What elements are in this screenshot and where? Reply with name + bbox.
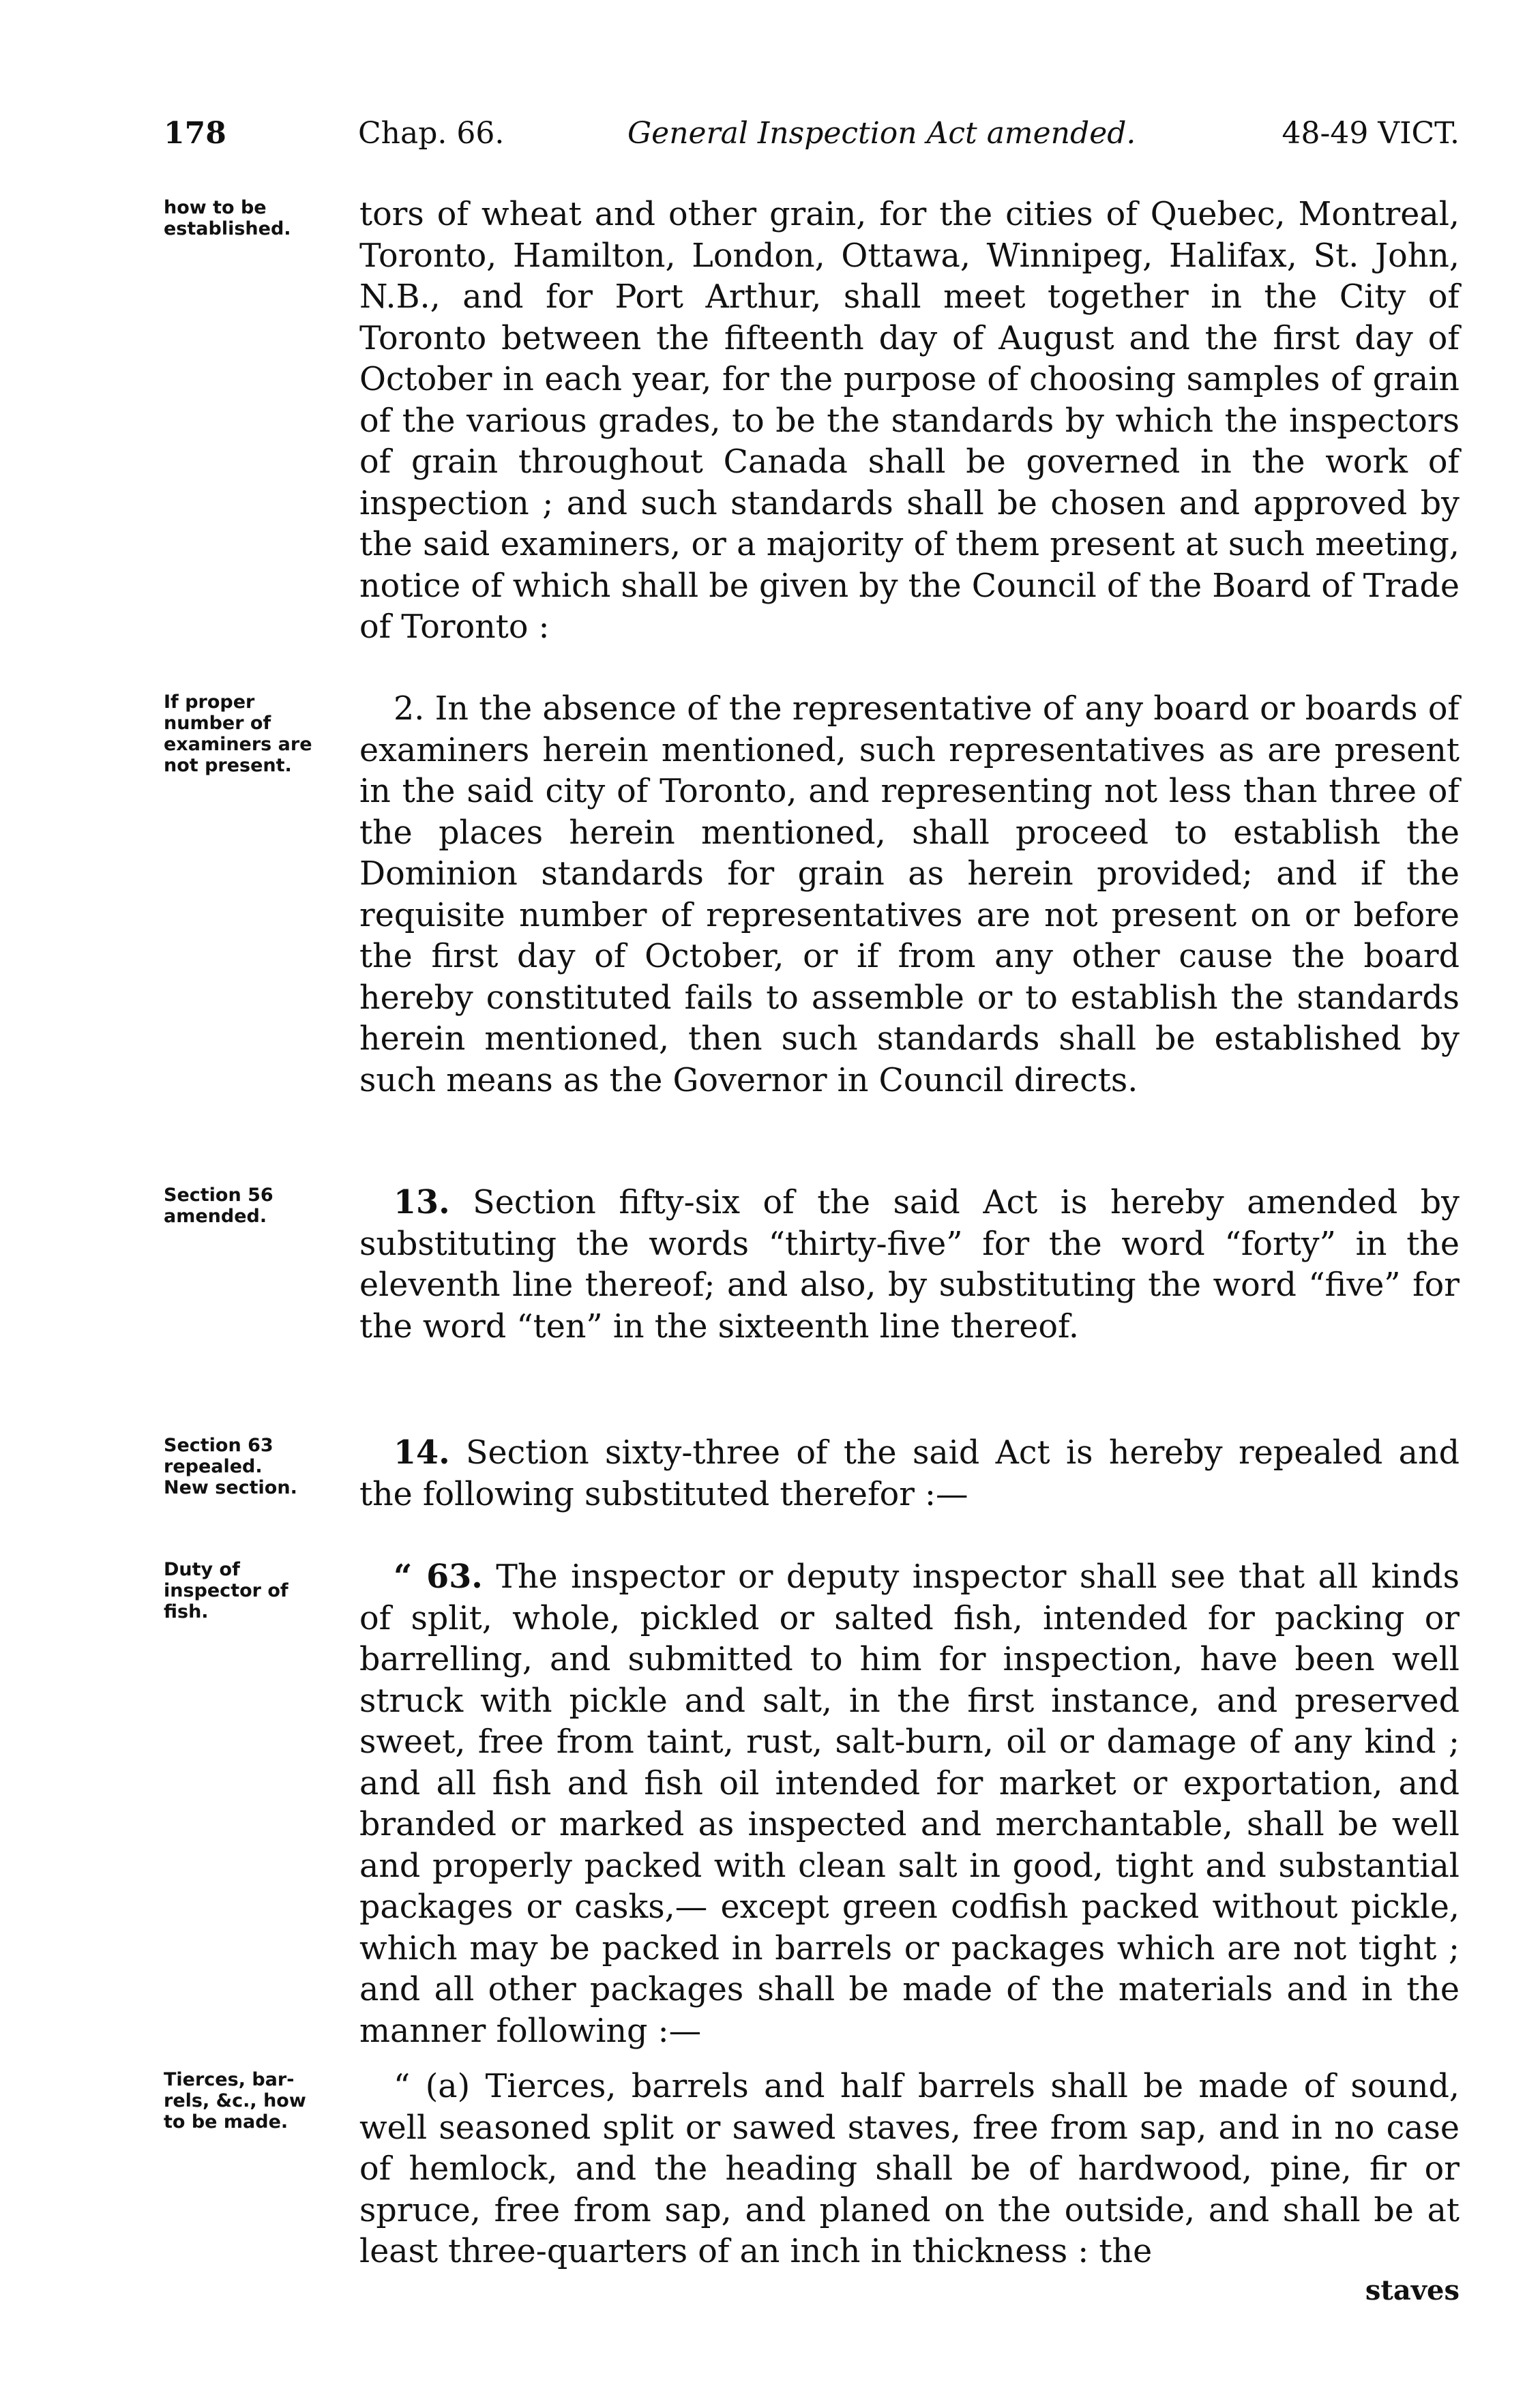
section-number: 13. xyxy=(394,1183,450,1221)
paragraph: 2. In the absence of the representative of any board or boards of examiners herein mentioned, such representatives as are present in the said city of Toronto, and representing not less than three of the places herein mentioned, shall proceed to establish the Dominion standards for grain as herein provided; and if the requisite number of representatives are not present on or before the first day of October, or if from any other cause the board hereby constituted fails to assemble or to establish the standards herein mentioned, then such standards shall be established by such means as the Governor in Council directs. xyxy=(359,690,1460,1099)
catchword: staves xyxy=(1365,2274,1460,2306)
paragraph: “ (a) Tierces, barrels and half barrels shall be made of sound, well seasoned split or sawed staves, free from sap, and in no case of hemlock, and the heading shall be of hardwood, pine, fir or spruce, free from sap, and planed on the outside, and shall be at least three-quarters of an inch in thickness : the xyxy=(359,2068,1460,2270)
chapter-label: Chap. 66. xyxy=(358,116,505,151)
margin-note: Duty of inspector of fish. xyxy=(164,1559,288,1623)
section-number: 14. xyxy=(394,1434,450,1472)
margin-note: Section 63 repealed. New section. xyxy=(164,1435,297,1499)
session-label: 48-49 VICT. xyxy=(1282,116,1460,151)
page-number: 178 xyxy=(164,116,226,151)
margin-note: how to be established. xyxy=(164,197,291,240)
paragraph: 13. Section fifty-six of the said Act is hereby amended by substituting the words “thirty-five” for the word “forty” in the eleventh line thereof; and also, by substituting the word “five” for the word “ten” in the sixteenth line thereof. xyxy=(359,1183,1460,1346)
paragraph: 14. Section sixty-three of the said Act is hereby repealed and the following substituted therefor :— xyxy=(359,1434,1460,1513)
section-number: 2. xyxy=(394,690,425,728)
section-number: “ 63. xyxy=(394,1558,483,1596)
margin-note: Tierces, bar- rels, &c., how to be made. xyxy=(164,2069,306,2133)
margin-note: If proper number of examiners are not present. xyxy=(164,692,312,777)
margin-note: Section 56 amended. xyxy=(164,1185,273,1228)
section-number: “ (a) xyxy=(394,2068,471,2105)
running-header xyxy=(164,116,1460,164)
paragraph: “ 63. The inspector or deputy inspector shall see that all kinds of split, whole, pickled or salted fish, intended for packing or barrelling, and submitted to him for inspection, have been well struck with pickle and salt, in the first instance, and preserved sweet, free from taint, rust, salt-burn, oil or damage of any kind ; and all fish and fish oil intended for market or exportation, and branded or marked as inspected and merchantable, shall be well and properly packed with clean salt in good, tight and substantial packages or casks,— except green codfish packed without pickle, which may be packed in barrels or packages which are not tight ; and all other packages shall be made of the materials and in the manner following :— xyxy=(359,1558,1460,2050)
running-title: General Inspection Act amended. xyxy=(627,116,1136,151)
paragraph: tors of wheat and other grain, for the cities of Quebec, Montreal, Toronto, Hamilton, London, Ottawa, Winnipeg, Halifax, St. John, N.B., and for Port Arthur, shall meet together in the City of Toronto between the fifteenth day of August and the first day of October in each year, for the purpose of choosing samples of grain of the various grades, to be the standards by which the inspectors of grain throughout Canada shall be governed in the work of inspection ; and such standards shall be chosen and approved by the said examiners, or a majority of them present at such meeting, notice of which shall be given by the Council of the Board of Trade of Toronto : xyxy=(359,196,1460,646)
